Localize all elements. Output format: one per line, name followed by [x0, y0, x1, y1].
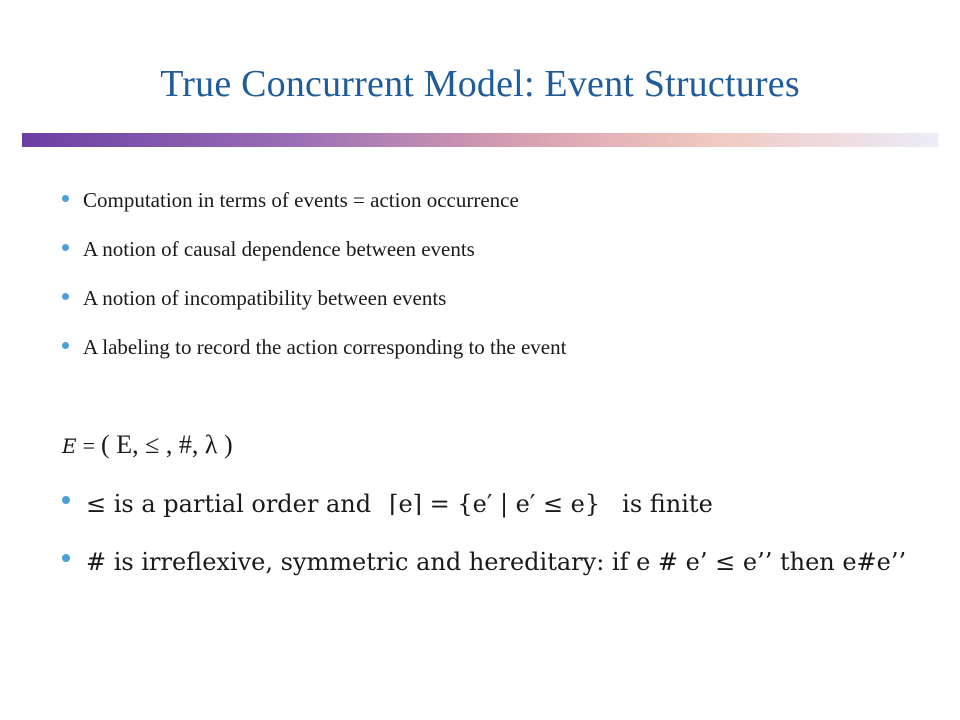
bullet-text: A notion of incompatibility between events	[83, 286, 447, 310]
bullet-dot-icon	[62, 244, 69, 251]
slide-title: True Concurrent Model: Event Structures	[160, 63, 800, 105]
title-gradient-bar	[22, 133, 938, 147]
bullet-item	[62, 187, 519, 213]
bullet-item	[62, 334, 566, 360]
bullet-text: A notion of causal dependence between events	[83, 237, 475, 261]
tuple-body: ( E, ≤ , #, λ )	[101, 430, 233, 459]
bullet-item	[62, 236, 475, 262]
bullet-dot-icon	[62, 554, 70, 562]
partial-order-tail: is finite	[622, 490, 713, 518]
bullet-item	[62, 285, 446, 311]
bullet-text: A labeling to record the action corresponding to the event	[83, 335, 567, 359]
partial-order-lead: ≤ is a partial order and	[86, 490, 372, 518]
event-structure-tuple	[62, 430, 233, 460]
bullet-dot-icon	[62, 342, 69, 349]
bullet-dot-icon	[62, 293, 69, 300]
tuple-equals: =	[82, 433, 96, 458]
causes-formula: ⌈e⌉ = {e′ | e′ ≤ e}	[389, 490, 601, 518]
bullet-text: Computation in terms of events = action occurrence	[83, 188, 519, 212]
bullet-dot-icon	[62, 496, 70, 504]
conflict-text: # is irreflexive, symmetric and hereditary: if e # e’ ≤ e’’ then e#e’’	[86, 548, 907, 576]
conflict-line	[62, 548, 906, 576]
tuple-symbol: E	[62, 434, 77, 458]
bullet-dot-icon	[62, 195, 69, 202]
partial-order-line	[62, 490, 713, 518]
